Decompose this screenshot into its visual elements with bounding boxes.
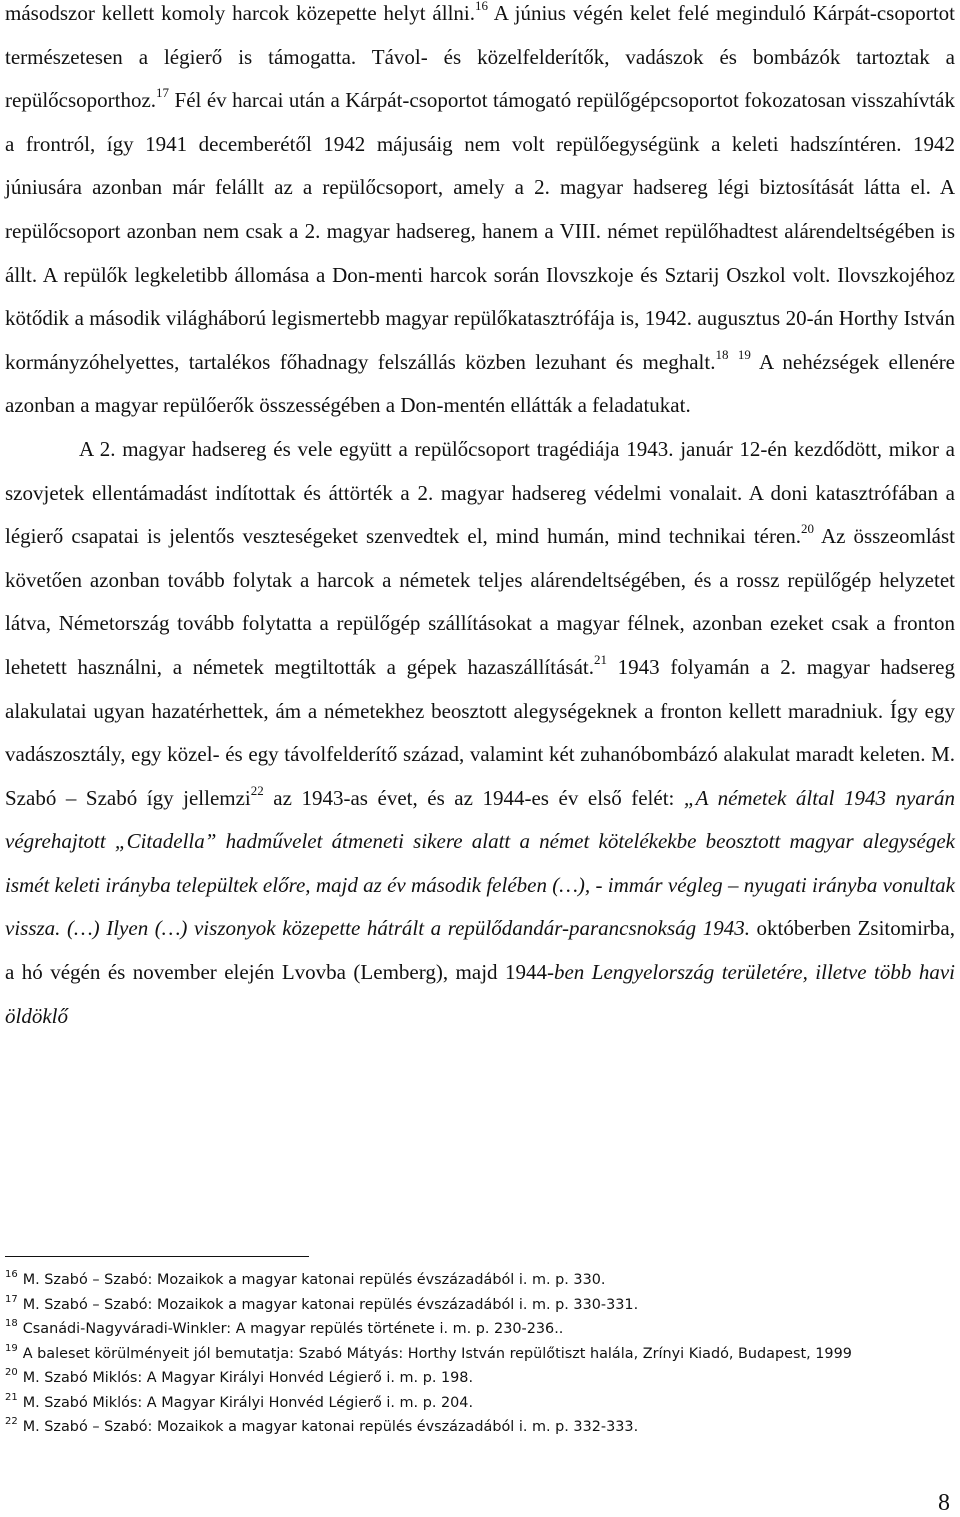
- footnote-number: 20: [5, 1367, 18, 1378]
- footnote: [5, 1366, 955, 1391]
- body-text: [5, 0, 955, 1038]
- footnote-number: 16: [5, 1269, 18, 1280]
- footnote-ref: 16: [475, 0, 488, 13]
- text-run: A június végén kelet felé meginduló Kárpát-csoportot természetesen a légierő is támogatta. Távol- és közelfelderítők, vadászok és bombázók tartoztak a repülőcsoporthoz.: [5, 1, 955, 113]
- footnote-text: Csanádi-Nagyváradi-Winkler: A magyar repülés története i. m. p. 230-236..: [22, 1321, 564, 1337]
- text-run: az 1943-as évet, és az 1944-es év első felét:: [263, 785, 684, 810]
- quote-text: „A németek által 1943 nyarán végrehajtott „Citadella” hadművelet átmeneti sikere alatt a német kötelékekbe beosztott magyar alegységek ismét keleti irányba települtek előre, majd az év második felében (…), - immár végleg – nyugati irányba vonultak vissza. (…) Ilyen (…) viszonyok közepette hátrált a repülődandár-parancsnokság 1943.: [5, 785, 955, 941]
- text-run: A 2. magyar hadsereg és vele együtt a repülőcsoport tragédiája 1943. január 12-én kezdődött, mikor a szovjetek ellentámadást indítottak és áttörték a 2. magyar hadsereg védelmi vonalait. A doni katasztrófában a légierő csapatai is jelentős veszteségeket szenvedtek el, mind humán, mind technikai téren.: [5, 436, 955, 549]
- page-number: 8: [938, 1490, 950, 1516]
- footnote-text: M. Szabó – Szabó: Mozaikok a magyar katonai repülés évszázadából i. m. p. 330.: [22, 1272, 606, 1288]
- footnote: [5, 1391, 955, 1416]
- footnote: [5, 1415, 955, 1440]
- footnote-ref: 17: [156, 85, 170, 101]
- footnote: [5, 1342, 955, 1367]
- footnote-text: M. Szabó Miklós: A Magyar Királyi Honvéd Légierő i. m. p. 204.: [22, 1394, 474, 1411]
- footnote-ref: 22: [250, 782, 264, 798]
- footnote-ref: 21: [593, 651, 607, 667]
- footnote-number: 21: [5, 1391, 18, 1403]
- footnote-separator: [5, 1256, 309, 1257]
- footnote-number: 18: [5, 1318, 18, 1329]
- footnote-number: 19: [5, 1342, 18, 1354]
- text-run: Az összeomlást követően azonban tovább folytak a harcok a németek teljes alárendeltségében, és a rossz repülőgép helyzetet látva, Németország tovább folytatta a repülőgép szállításokat a magyar félnek, azonban ezeket csak a fronton lehetett használni, a németek megtiltották a gépek hazaszállítását.: [5, 524, 955, 679]
- text-run: 1943 folyamán a 2. magyar hadsereg alakulatai ugyan hazatérhettek, ám a németekhez beosztott alegységeknek a fronton kellett maradniuk. Így egy vadászosztály, egy közel- és egy távolfelderítő század, valamint két zuhanóbombázó alakulat maradt keleten. M. Szabó – Szabó így jellemzi: [5, 654, 955, 810]
- quote-text: ben Lengyelország területére, illetve több havi öldöklő: [5, 960, 955, 1028]
- document-page: [5, 0, 955, 1517]
- footnote-number: 22: [5, 1416, 18, 1427]
- footnote: [5, 1317, 955, 1342]
- text-run: októberben Zsitomirba, a hó végén és november elején Lvovba (Lemberg), majd 1944-: [5, 916, 955, 985]
- paragraph: [5, 428, 955, 1038]
- footnote-text: M. Szabó – Szabó: Mozaikok a magyar katonai repülés évszázadából i. m. p. 332-333.: [22, 1419, 639, 1435]
- text-run: másodszor kellett komoly harcok közepette helyt állni.: [5, 1, 475, 25]
- paragraph: [5, 0, 955, 428]
- footnote: [5, 1293, 955, 1318]
- footnote-number: 17: [5, 1293, 18, 1305]
- text-run: Fél év harcai után a Kárpát-csoportot támogató repülőgépcsoportot fokozatosan visszahívták a frontról, így 1941 decemberétől 1942 májusáig nem volt repülőegységünk a keleti hadszíntéren. 1942 júniusára azonban már felállt az a repülőcsoport, amely a 2. magyar hadsereg légi biztosítását látta el. A repülőcsoport azonban nem csak a 2. magyar hadsereg, hanem a VIII. német repülőhadtest alárendeltségében is állt. A repülők legkeletibb állomása a Don-menti harcok során Ilovszkoje és Sztarij Oszkol volt. Ilovszkojéhoz kötődik a második világháború legismertebb magyar repülőkatasztrófája is, 1942. augusztus 20-án Horthy István kormányzóhelyettes, tartalékos főhadnagy felszállás közben lezuhant és meghalt.: [5, 88, 955, 374]
- footnote-text: A baleset körülményeit jól bemutatja: Szabó Mátyás: Horthy István repülőtiszt halála, Zrínyi Kiadó, Budapest, 1999: [22, 1345, 852, 1362]
- text-run: A nehézségek ellenére azonban a magyar repülőerők összességében a Don-mentén ellátták a feladatukat.: [5, 349, 956, 418]
- footnote-ref: 18: [715, 346, 729, 362]
- footnote-text: M. Szabó Miklós: A Magyar Királyi Honvéd Légierő i. m. p. 198.: [22, 1370, 474, 1386]
- text-run: [728, 350, 737, 374]
- footnote-ref: 19: [737, 346, 751, 362]
- footnotes: [5, 1268, 955, 1440]
- footnote-text: M. Szabó – Szabó: Mozaikok a magyar katonai repülés évszázadából i. m. p. 330-331.: [22, 1296, 639, 1313]
- footnote-ref: 20: [801, 521, 815, 537]
- footnote: [5, 1268, 955, 1293]
